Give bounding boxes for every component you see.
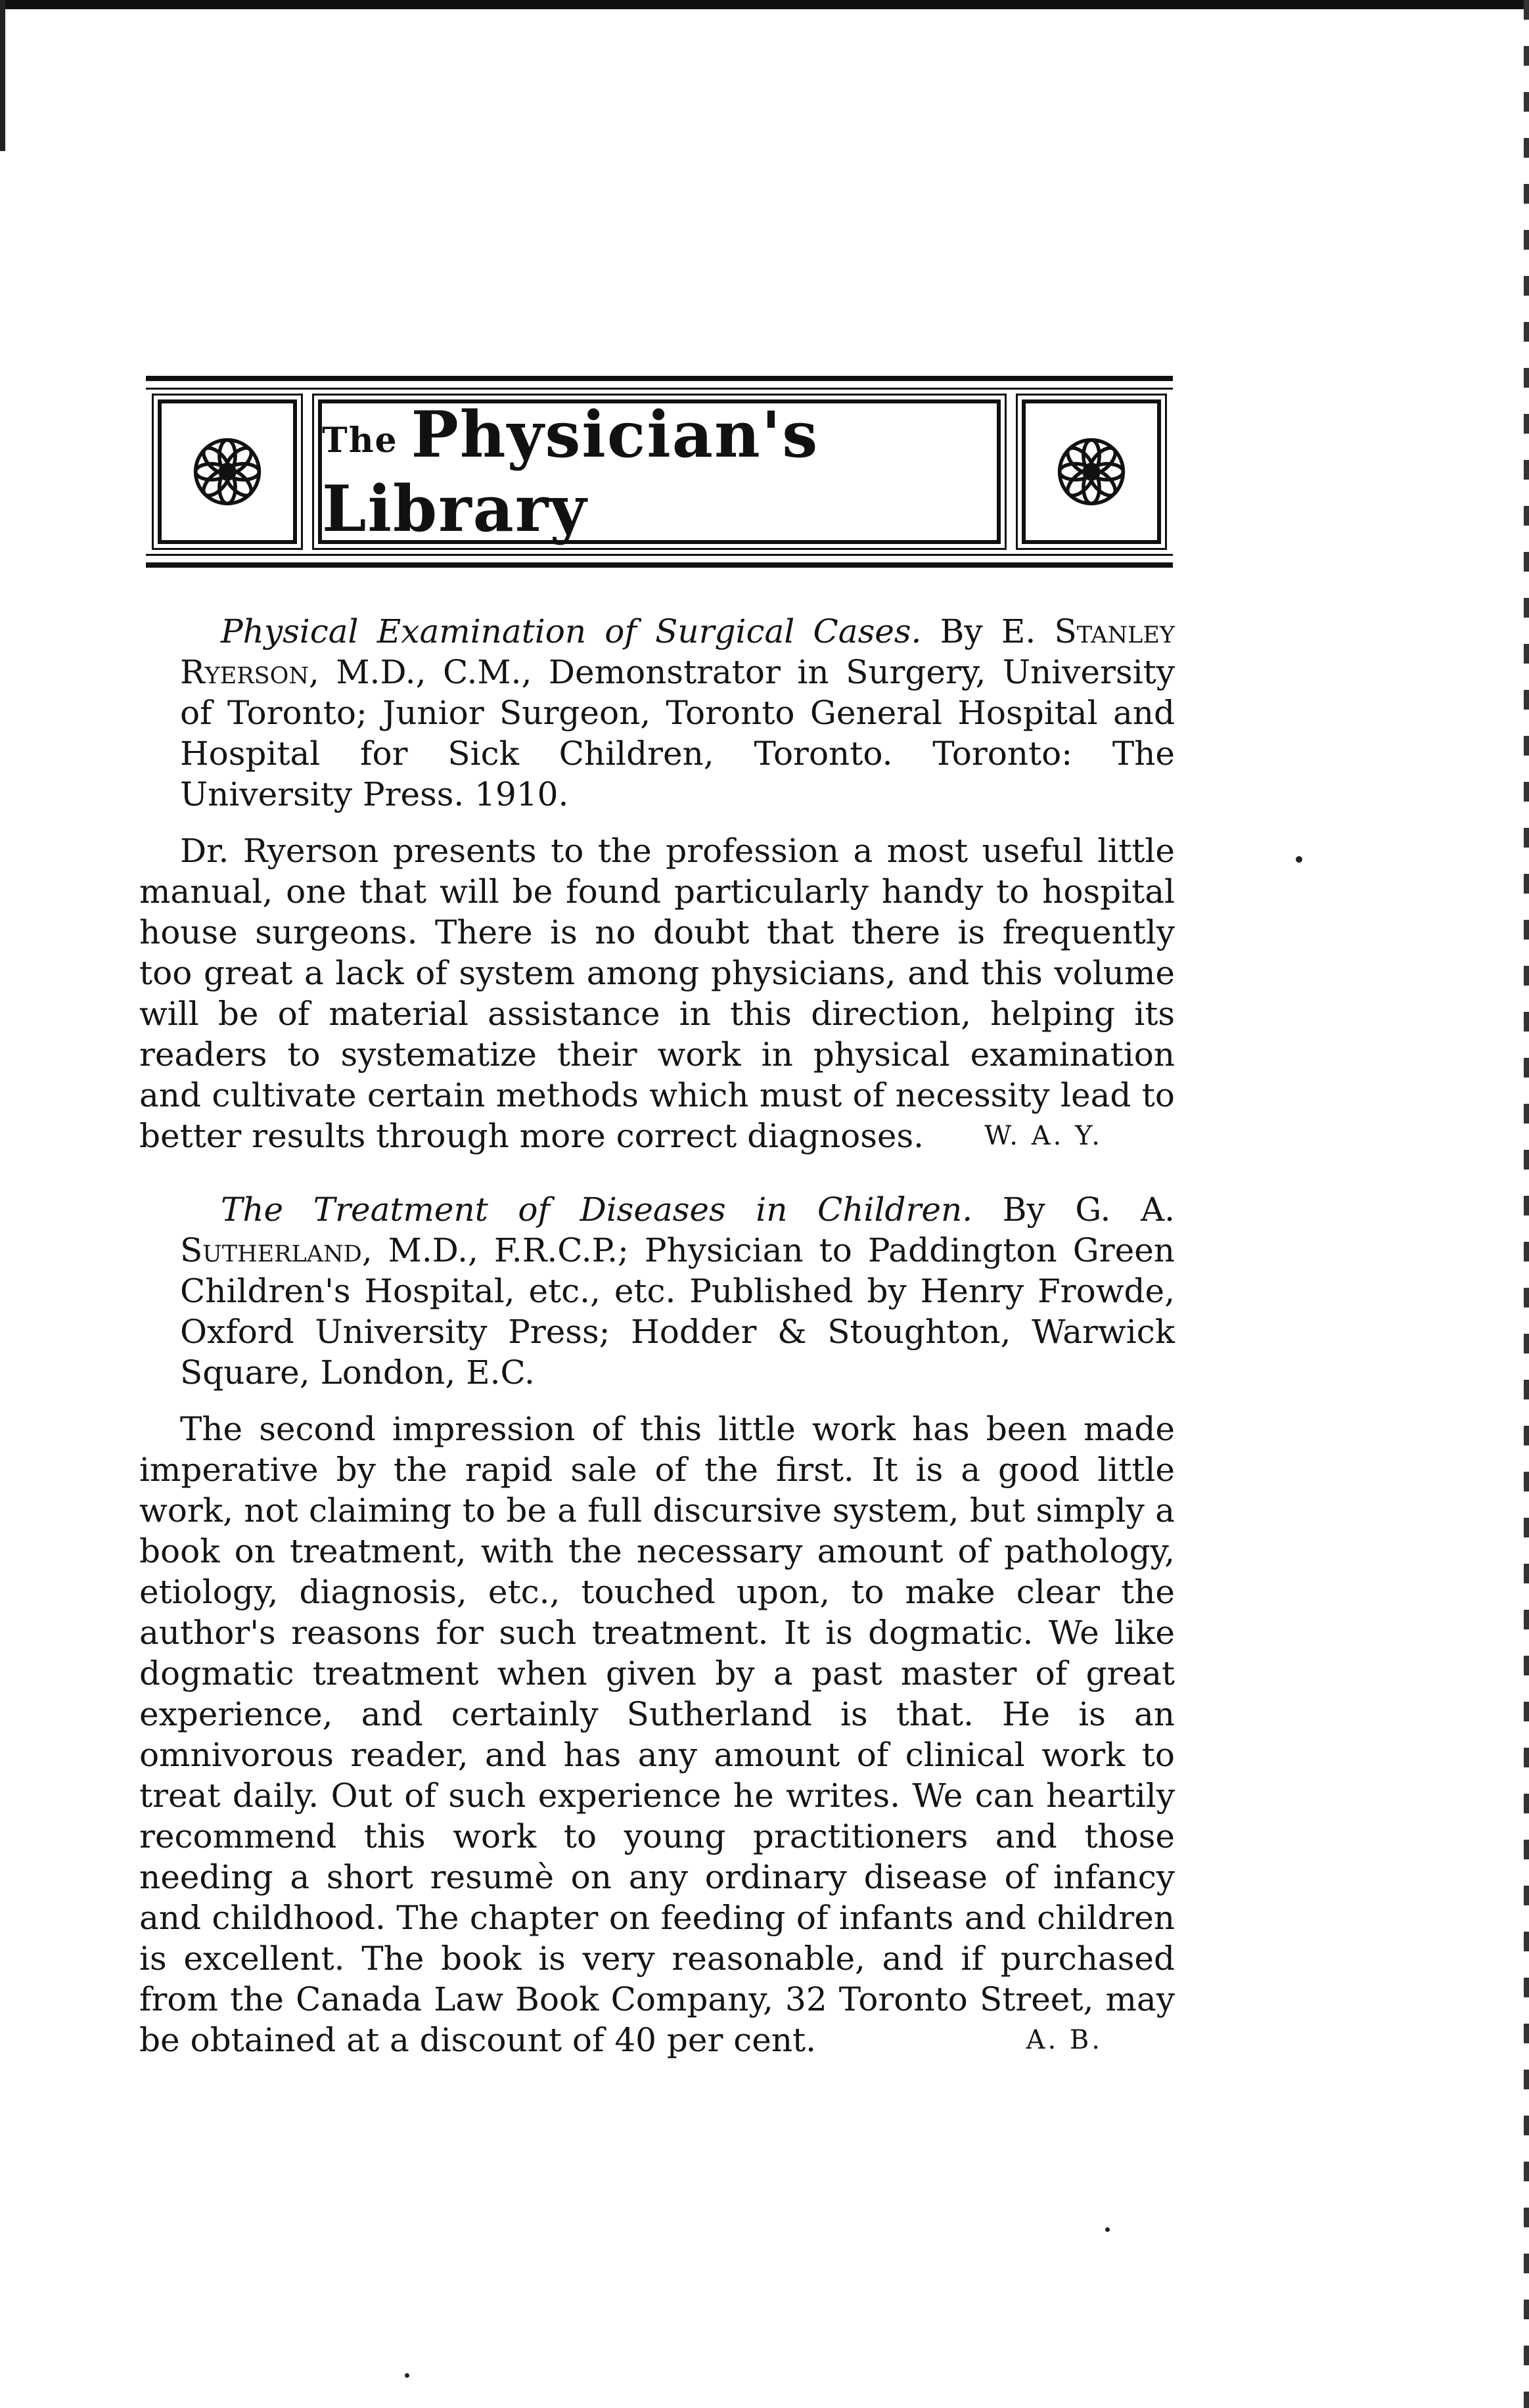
banner-rule [146, 388, 1173, 390]
title-panel [318, 399, 1001, 544]
author-name: G. A. Sutherland, [180, 1191, 1175, 1269]
section-header-banner [146, 376, 1173, 568]
left-border-rule [0, 0, 5, 151]
speck-mark [405, 2373, 409, 2378]
rosette-icon [1055, 436, 1128, 508]
review-entry-1 [139, 611, 1175, 1156]
right-edge-marks [1524, 0, 1529, 2408]
review-body [139, 830, 1175, 1156]
reviewer-initials: W. A. Y. [984, 1121, 1103, 1151]
review-citation [139, 1189, 1175, 1393]
author-name: E. Stanley Ryerson, [180, 612, 1175, 691]
left-ornament-panel [158, 399, 297, 544]
right-ornament-panel [1022, 399, 1161, 544]
citation-details: M.D., C.M., Demonstrator in Surgery, University of Toronto; Junior Surgeon, Toronto General Hospital and Hospital for Sick Children, Toronto. Toronto: The University Press. 1910. [180, 653, 1175, 813]
banner-rule [146, 554, 1173, 556]
review-body [139, 1409, 1175, 2060]
book-title: Physical Examination of Surgical Cases. [221, 612, 922, 650]
review-text: The second impression of this little work has been made imperative by the rapid sale of the first. It is a good little work, not claiming to be a full discursive system, but simply a book on treatment, with the necessary amount of pathology, etiology, diagnosis, etc., touched upon, to make clear the author's reasons for such treatment. It is dogmatic. We like dogmatic treatment when given by a past master of great experience, and certainly Sutherland is that. He is an omnivorous reader, and has any amount of clinical work to treat daily. Out of such experience he writes. We can heartily recommend this work to young practitioners and those needing a short resumè on any ordinary disease of infancy and childhood. The chapter on feeding of infants and children is excellent. The book is very reasonable, and if purchased from the Canada Law Book Company, 32 Toronto Street, may be obtained at a discount of 40 per cent. [139, 1410, 1175, 2059]
citation-details: M.D., F.R.C.P.; Physician to Paddington Green Children's Hospital, etc., etc. Published by Henry Frowde, Oxford University Press; Hodder & Stoughton, Warwick Square, London, E.C. [180, 1231, 1175, 1392]
review-text: Dr. Ryerson presents to the profession a most useful little manual, one that will be found particularly handy to hospital house surgeons. There is no doubt that there is frequently too great a lack of system among physicians, and this volume will be of material assistance in this direction, helping its readers to systematize their work in physical examination and cultivate certain methods which must of necessity lead to better results through more correct diagnoses. [139, 832, 1175, 1155]
review-citation [139, 611, 1175, 815]
reviewer-initials: A. B. [1026, 2025, 1103, 2055]
book-title: The Treatment of Diseases in Children. [221, 1191, 973, 1229]
by-word: By [940, 612, 983, 650]
rosette-icon [191, 436, 263, 508]
speck-mark [1296, 856, 1302, 863]
by-word: By [1002, 1191, 1045, 1229]
review-entry-2 [139, 1189, 1175, 2060]
speck-mark [1105, 2227, 1110, 2232]
section-title [322, 398, 997, 546]
top-border-rule [0, 0, 1529, 9]
title-main: Physician's Library [322, 398, 819, 546]
title-article: The [322, 420, 398, 461]
